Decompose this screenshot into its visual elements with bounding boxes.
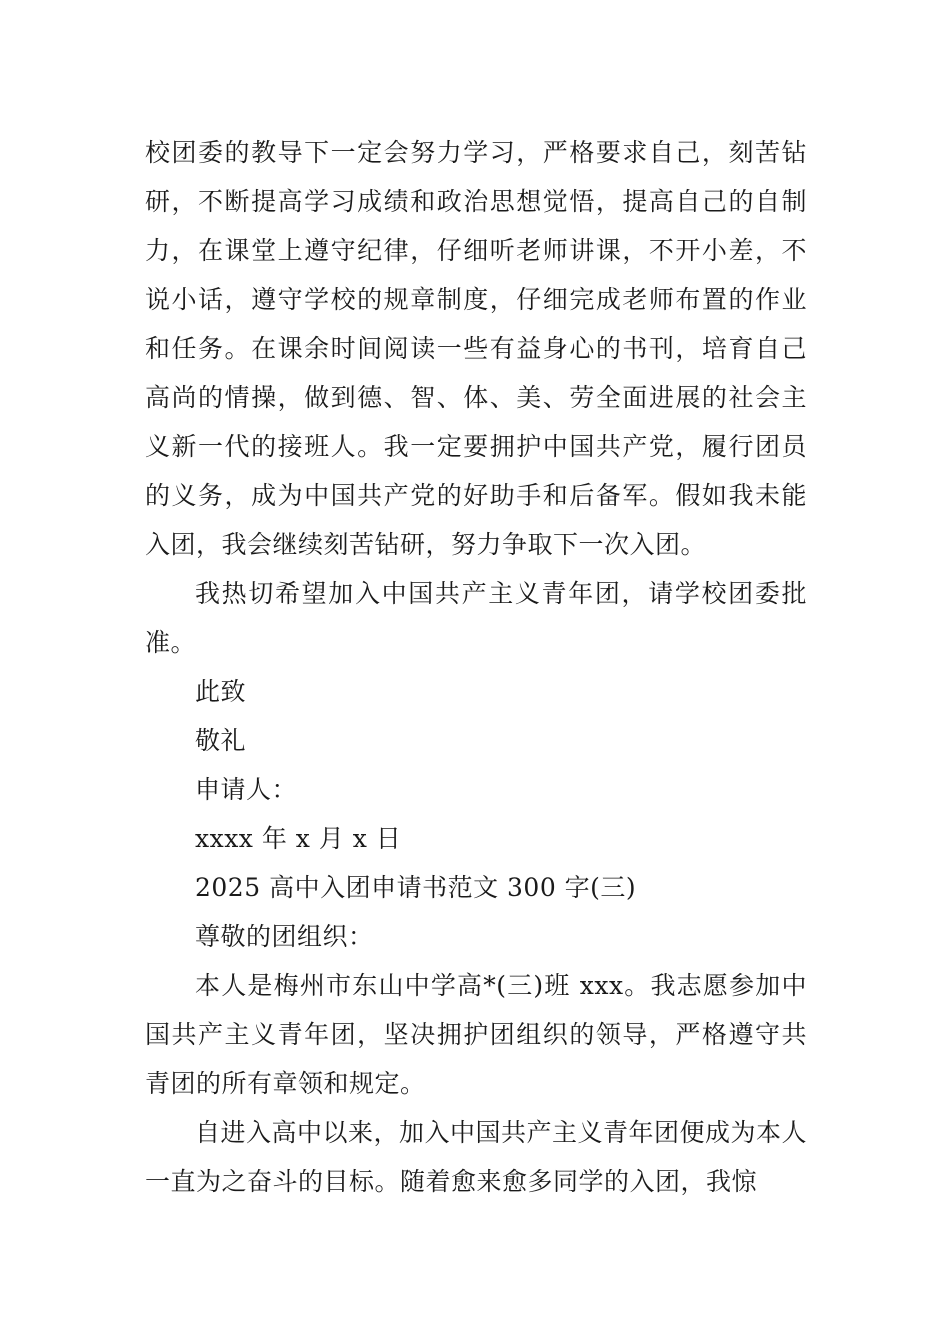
- closing-regards: 敬礼: [195, 726, 247, 755]
- closing-salutation: 此致: [195, 677, 247, 706]
- body-paragraph-goal: 自进入高中以来，加入中国共产主义青年团便成为本人一直为之奋斗的目标。随着愈来愈多同学的入团，我惊: [145, 1118, 808, 1196]
- date-line: xxxx 年 x 月 x 日: [195, 824, 402, 853]
- body-paragraph-intro: 本人是梅州市东山中学高*(三)班 xxx。我志愿参加中国共产主义青年团，坚决拥护团组织的领导，严格遵守共青团的所有章领和规定。: [145, 971, 807, 1098]
- applicant-label: 申请人：: [195, 775, 298, 804]
- body-paragraph-request: 我热切希望加入中国共产主义青年团，请学校团委批准。: [145, 579, 807, 657]
- greeting: 尊敬的团组织：: [195, 922, 374, 951]
- document-page: [145, 128, 807, 1206]
- body-paragraph-continued: 校团委的教导下一定会努力学习，严格要求自己，刻苦钻研，不断提高学习成绩和政治思想觉悟，提高自己的自制力，在课堂上遵守纪律，仔细听老师讲课，不开小差，不说小话，遵守学校的规章制度，仔细完成老师布置的作业和任务。在课余时间阅读一些有益身心的书刊，培育自己高尚的情操，做到德、智、体、美、劳全面进展的社会主义新一代的接班人。我一定要拥护中国共产党，履行团员的义务，成为中国共产党的好助手和后备军。假如我未能入团，我会继续刻苦钻研，努力争取下一次入团。: [145, 138, 807, 559]
- section-title: 2025 高中入团申请书范文 300 字(三): [195, 873, 637, 902]
